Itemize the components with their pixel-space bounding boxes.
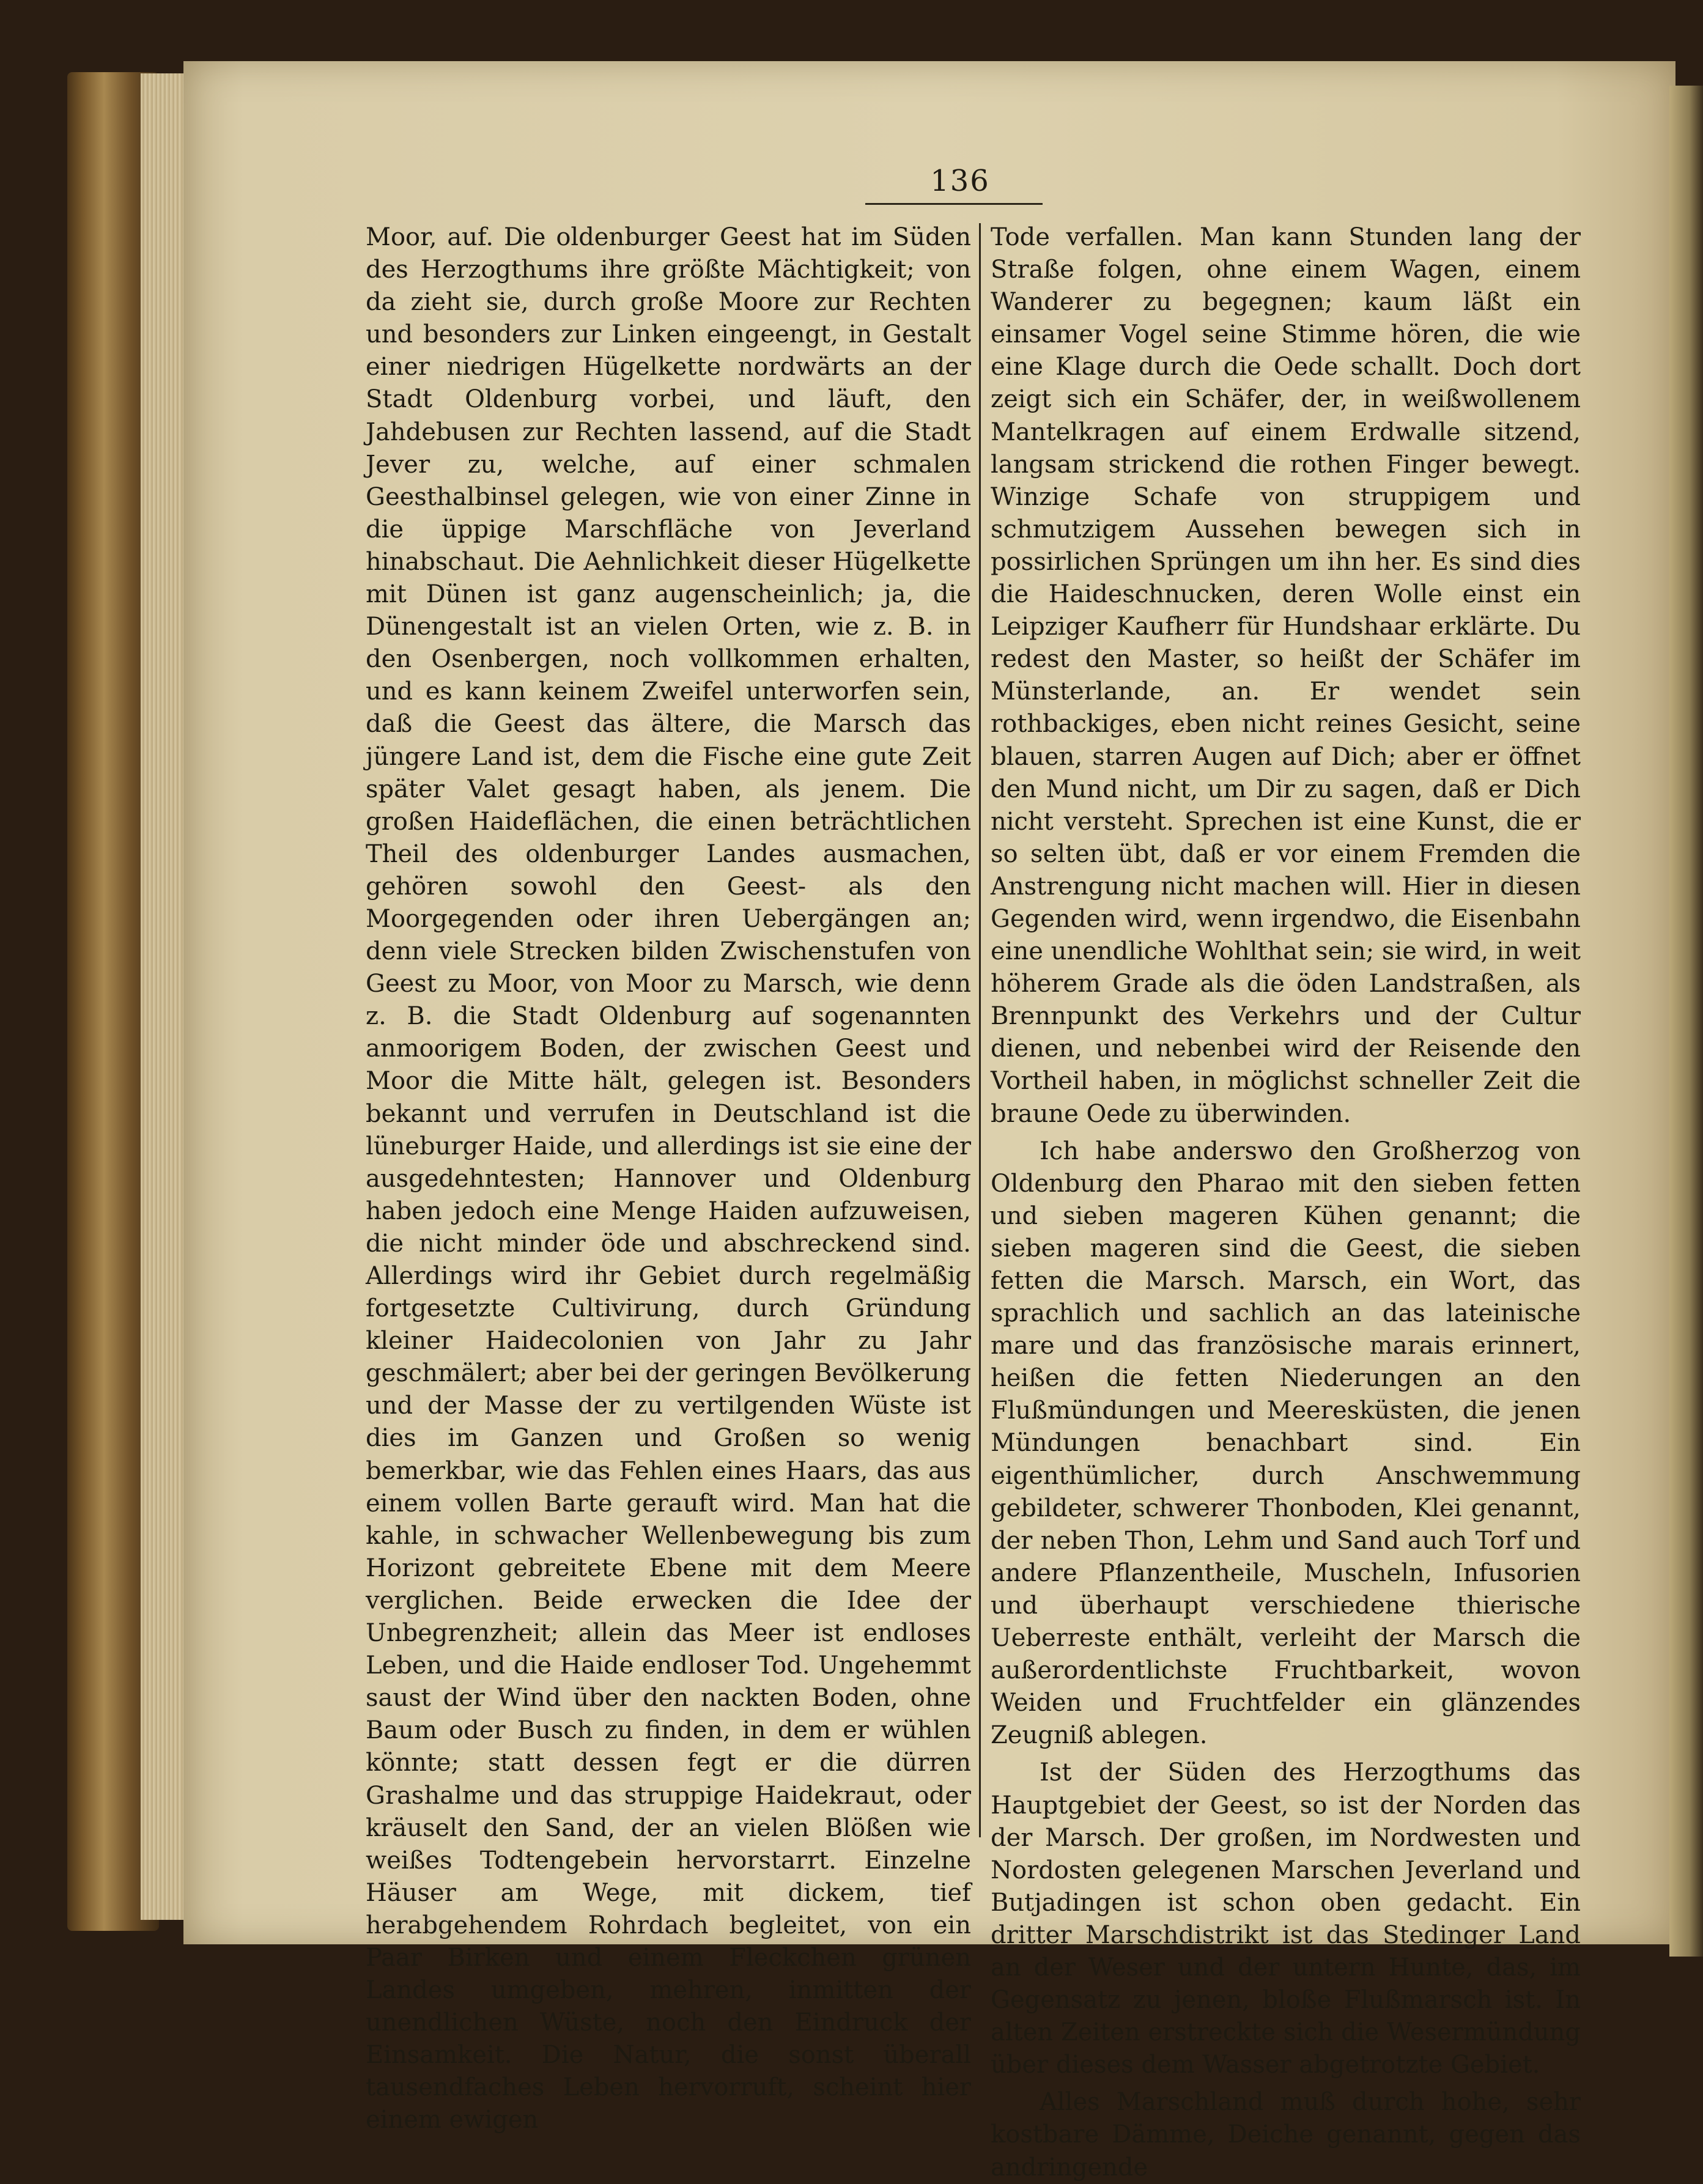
- left-column: [366, 221, 971, 2137]
- paragraph: Ist der Süden des Herzogthums das Hauptgebiet der Geest, so ist der Norden das der Marsch. Der großen, im Nordwesten und Nordosten gelegenen Marschen Jeverland und Butjadingen ist schon oben gedacht. Ein dritter Marschdistrikt ist das Stedinger Land an der Weser und der untern Hunte, das, im Gegensatz zu jenen, bloße Flußmarsch ist. In alten Zeiten erstreckte sich die Wesermündung über dieses dem Wasser abgetrotzte Gebiet.: [991, 1758, 1581, 2079]
- paragraph: Alles Marschland muß durch hohe, sehr kostbare Dämme, Deiche genannt, gegen das andringende: [991, 2088, 1581, 2182]
- page-number: 136: [930, 164, 990, 198]
- paragraph: Tode verfallen. Man kann Stunden lang der Straße folgen, ohne einem Wagen, einem Wanderer zu begegnen; kaum läßt ein einsamer Vogel seine Stimme hören, die wie eine Klage durch die Oede schallt. Doch dort zeigt sich ein Schäfer, der, in weißwollenem Mantelkragen auf einem Erdwalle sitzend, langsam strickend die rothen Finger bewegt. Winzige Schafe von struppigem und schmutzigem Aussehen bewegen sich in possirlichen Sprüngen um ihn her. Es sind dies die Haideschnucken, deren Wolle einst ein Leipziger Kaufherr für Hundshaar erklärte. Du redest den Master, so heißt der Schäfer im Münsterlande, an. Er wendet sein rothbackiges, eben nicht reines Gesicht, seine blauen, starren Augen auf Dich; aber er öffnet den Mund nicht, um Dir zu sagen, daß er Dich nicht versteht. Sprechen ist eine Kunst, die er so selten übt, daß er vor einem Fremden die Anstrengung nicht machen will. Hier in diesen Gegenden wird, wenn irgendwo, die Eisenbahn eine unendliche Wohlthat sein; sie wird, in weit höherem Grade als die öden Landstraßen, als Brennpunkt des Verkehrs und der Cultur dienen, und nebenbei wird der Reisende den Vortheil haben, in möglichst schneller Zeit die braune Oede zu überwinden.: [991, 223, 1581, 1128]
- right-column: [991, 221, 1581, 2184]
- page-number-rule: [865, 203, 1043, 205]
- column-divider: [979, 223, 981, 1837]
- paragraph: Ich habe anderswo den Großherzog von Oldenburg den Pharao mit den sieben fetten und sieben mageren Kühen genannt; die sieben mageren sind die Geest, die sieben fetten die Marsch. Marsch, ein Wort, das sprachlich und sachlich an das lateinische mare und das französische marais erinnert, heißen die fetten Niederungen an den Flußmündungen und Meeresküsten, die jenen Mündungen benachbart sind. Ein eigenthümlicher, durch Anschwemmung gebildeter, schwerer Thonboden, Klei genannt, der neben Thon, Lehm und Sand auch Torf und andere Pflanzentheile, Muscheln, Infusorien und überhaupt verschiedene thierische Ueberreste enthält, verleiht der Marsch die außerordentlichste Fruchtbarkeit, wovon Weiden und Fruchtfelder ein glänzendes Zeugniß ablegen.: [991, 1137, 1581, 1750]
- left-column-text: Moor, auf. Die oldenburger Geest hat im Süden des Herzogthums ihre größte Mächtigkeit; von da zieht sie, durch große Moore zur Rechten und besonders zur Linken eingeengt, in Gestalt einer niedrigen Hügelkette nordwärts an der Stadt Oldenburg vorbei, und läuft, den Jahdebusen zur Rechten lassend, auf die Stadt Jever zu, welche, auf einer schmalen Geesthalbinsel gelegen, wie von einer Zinne in die üppige Marschfläche von Jeverland hinabschaut. Die Aehnlichkeit dieser Hügelkette mit Dünen ist ganz augenscheinlich; ja, die Dünengestalt ist an vielen Orten, wie z. B. in den Osenbergen, noch vollkommen erhalten, und es kann keinem Zweifel unterworfen sein, daß die Geest das ältere, die Marsch das jüngere Land ist, dem die Fische eine gute Zeit später Valet gesagt haben, als jenem. Die großen Haideflächen, die einen beträchtlichen Theil des oldenburger Landes ausmachen, gehören sowohl den Geest- als den Moorgegenden oder ihren Uebergängen an; denn viele Strecken bilden Zwischenstufen von Geest zu Moor, von Moor zu Marsch, wie denn z. B. die Stadt Oldenburg auf sogenannten anmoorigem Boden, der zwischen Geest und Moor die Mitte hält, gelegen ist. Besonders bekannt und verrufen in Deutschland ist die lüneburger Haide, und allerdings ist sie eine der ausgedehntesten; Hannover und Oldenburg haben jedoch eine Menge Haiden aufzuweisen, die nicht minder öde und abschreckend sind. Allerdings wird ihr Gebiet durch regelmäßig fortgesetzte Cultivirung, durch Gründung kleiner Haidecolonien von Jahr zu Jahr geschmälert; aber bei der geringen Bevölkerung und der Masse der zu vertilgenden Wüste ist dies im Ganzen und Großen so wenig bemerkbar, wie das Fehlen eines Haars, das aus einem vollen Barte gerauft wird. Man hat die kahle, in schwacher Wellenbewegung bis zum Horizont gebreitete Ebene mit dem Meere verglichen. Beide erwecken die Idee der Unbegrenzheit; allein das Meer ist endloses Leben, und die Haide endloser Tod. Ungehemmt saust der Wind über den nackten Boden, ohne Baum oder Busch zu finden, in dem er wühlen könnte; statt dessen fegt er die dürren Grashalme und das struppige Haidekraut, oder kräuselt den Sand, der an vielen Blößen wie weißes Todtengebein hervorstarrt. Einzelne Häuser am Wege, mit dickem, tief herabgehendem Rohrdach begleitet, von ein Paar Birken und einem Fleckchen grünen Landes umgeben, mehren, inmitten der unendlichen Wüste, noch den Eindruck der Einsamkeit. Die Natur, die sonst überall tausendfaches Leben hervorruft, scheint hier einem ewigen: [366, 223, 971, 2134]
- facing-page-edge: [1669, 86, 1703, 1957]
